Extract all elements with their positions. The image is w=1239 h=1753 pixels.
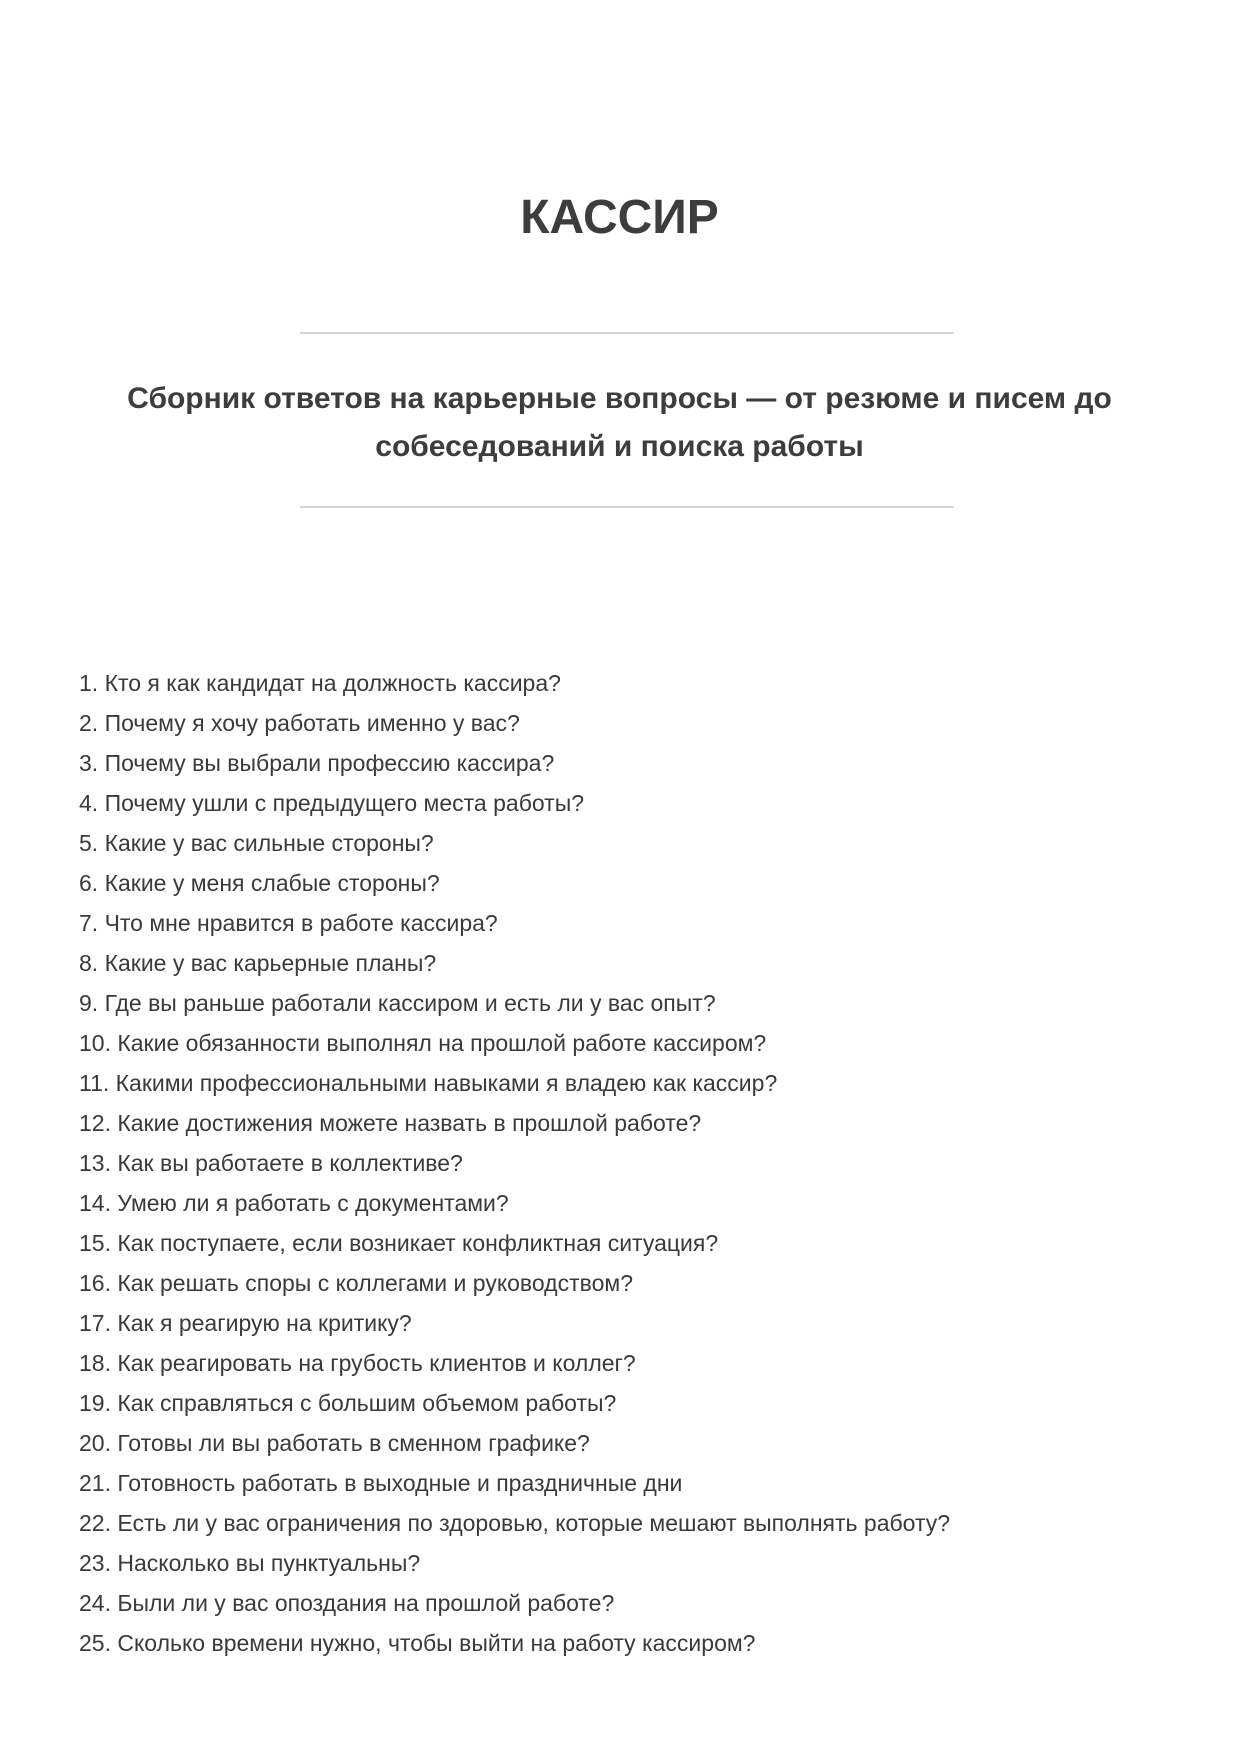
list-item: 18. Как реагировать на грубость клиентов и коллег? [79,1350,636,1376]
list-item: 25. Сколько времени нужно, чтобы выйти на работу кассиром? [79,1630,756,1656]
question-list [79,663,1199,1663]
list-item: 6. Какие у меня слабые стороны? [79,870,440,896]
page-subtitle [0,375,1239,471]
list-item: 24. Были ли у вас опоздания на прошлой работе? [79,1590,615,1616]
subtitle-line-2: собеседований и поиска работы [375,430,864,463]
list-item: 8. Какие у вас карьерные планы? [79,950,437,976]
list-item: 16. Как решать споры с коллегами и руководством? [79,1270,633,1296]
list-item: 17. Как я реагирую на критику? [79,1310,412,1336]
list-item: 20. Готовы ли вы работать в сменном графике? [79,1430,590,1456]
list-item: 15. Как поступаете, если возникает конфликтная ситуация? [79,1230,719,1256]
list-item: 23. Насколько вы пунктуальны? [79,1550,421,1576]
list-item: 19. Как справляться с большим объемом работы? [79,1390,617,1416]
divider-top [300,332,954,334]
page-title: КАССИР [520,191,719,244]
list-item: 2. Почему я хочу работать именно у вас? [79,710,520,736]
list-item: 14. Умею ли я работать с документами? [79,1190,509,1216]
list-item: 13. Как вы работаете в коллективе? [79,1150,463,1176]
divider-bottom [300,506,954,508]
list-item: 3. Почему вы выбрали профессию кассира? [79,750,555,776]
list-item: 7. Что мне нравится в работе кассира? [79,910,498,936]
list-item: 9. Где вы раньше работали кассиром и есть ли у вас опыт? [79,990,716,1016]
list-item: 10. Какие обязанности выполнял на прошлой работе кассиром? [79,1030,767,1056]
list-item: 4. Почему ушли с предыдущего места работы? [79,790,585,816]
list-item: 12. Какие достижения можете назвать в прошлой работе? [79,1110,702,1136]
list-item: 11. Какими профессиональными навыками я владею как кассир? [79,1070,778,1096]
list-item: 1. Кто я как кандидат на должность кассира? [79,670,561,696]
list-item: 21. Готовность работать в выходные и праздничные дни [79,1470,683,1496]
list-item: 22. Есть ли у вас ограничения по здоровью, которые мешают выполнять работу? [79,1510,951,1536]
subtitle-line-1: Сборник ответов на карьерные вопросы — от резюме и писем до [127,382,1112,415]
list-item: 5. Какие у вас сильные стороны? [79,830,434,856]
